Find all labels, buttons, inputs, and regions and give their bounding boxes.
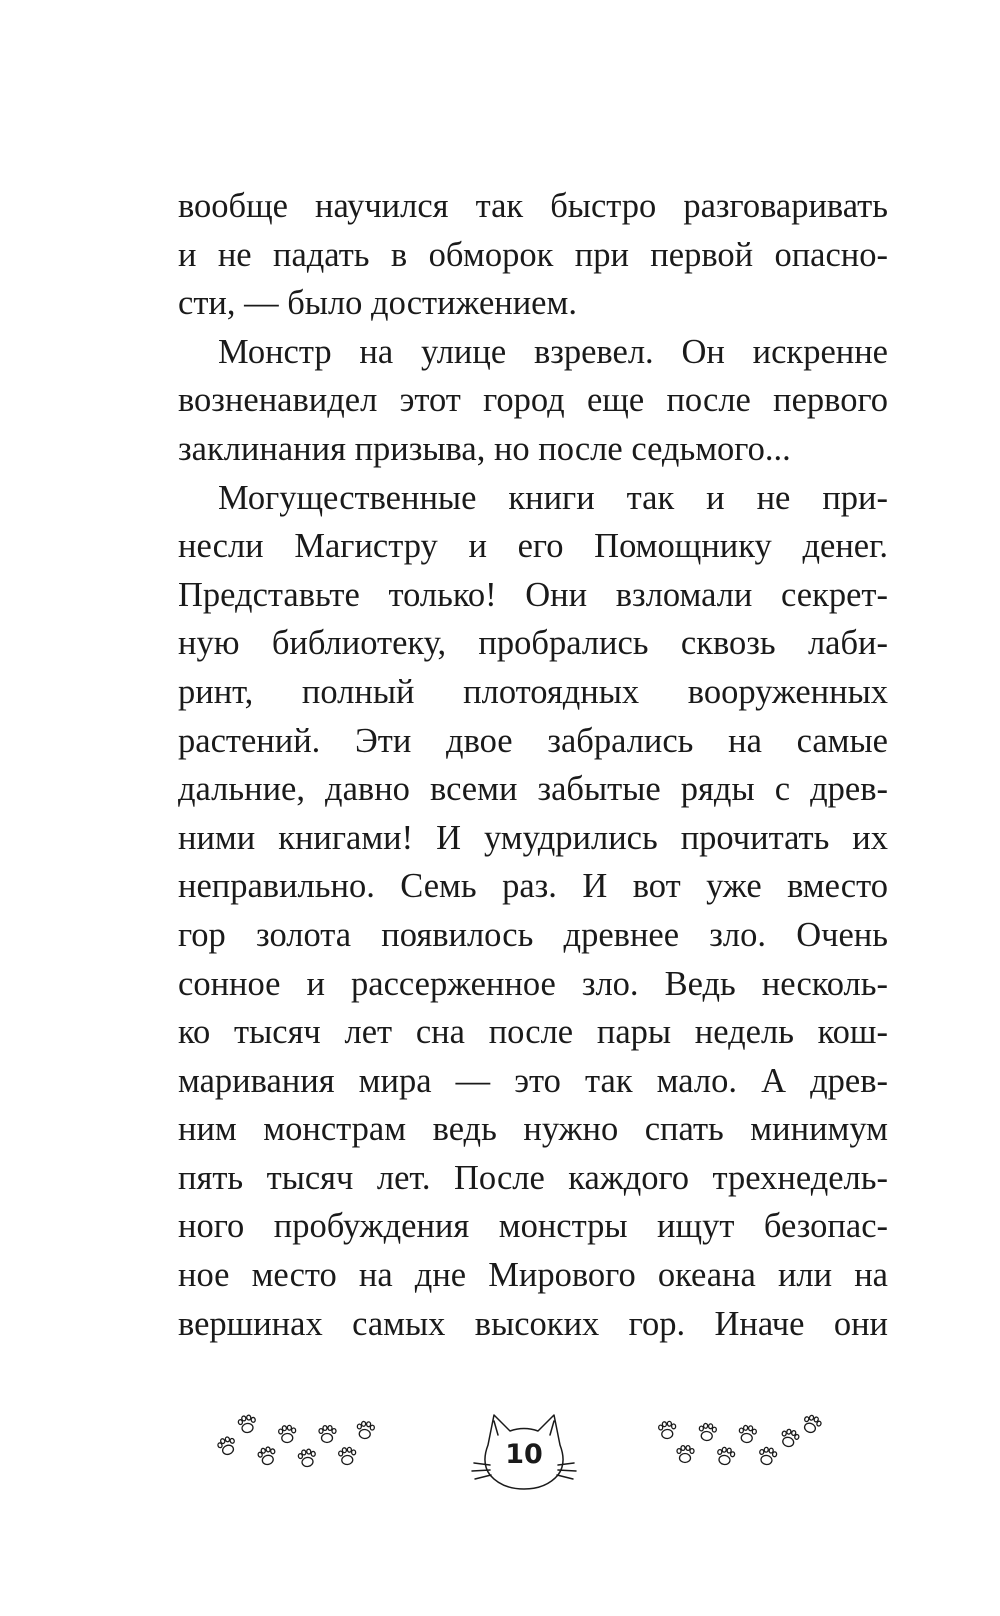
text-line: и не падать в обморок при первой опасно- [178, 235, 888, 274]
text-line: вообще научился так быстро разговаривать [178, 187, 888, 225]
text-line: вершинах самых высоких гор. Иначе они [178, 1304, 888, 1343]
text-line: ную библиотеку, пробрались сквозь лаби- [178, 624, 888, 663]
text-line: возненавидел этот город еще после первого [178, 381, 888, 420]
paw-prints-icon [655, 1405, 835, 1475]
text-line: Представьте только! Они взломали секрет- [178, 575, 888, 614]
text-line: ного пробуждения монстры ищут безопас- [178, 1207, 888, 1246]
text-line: Могущественные книги так и не при- [218, 478, 888, 517]
page-number: 10 [505, 1439, 543, 1470]
body-text [178, 182, 888, 1348]
page-footer [0, 1405, 1000, 1515]
text-line: ное место на дне Мирового океана или на [178, 1256, 888, 1295]
text-line: гор золота появилось древнее зло. Очень [178, 915, 888, 954]
text-line: неправильно. Семь раз. И вот уже вместо [178, 867, 888, 906]
text-line: ними книгами! И умудрились прочитать их [178, 818, 888, 857]
text-line: пять тысяч лет. После каждого трехнедель- [178, 1158, 888, 1197]
text-line: Монстр на улице взревел. Он искренне [218, 332, 888, 371]
text-line: дальние, давно всеми забытые ряды с древ- [178, 770, 888, 809]
text-line: сонное и рассерженное зло. Ведь несколь- [178, 964, 888, 1003]
text-line: несли Магистру и его Помощнику денег. [178, 527, 888, 566]
text-line: ним монстрам ведь нужно спать минимум [178, 1110, 888, 1149]
text-line: сти, — было достижением. [178, 284, 577, 323]
text-line: маривания мира — это так мало. А древ- [178, 1061, 888, 1100]
text-line: заклинания призыва, но после седьмого... [178, 429, 791, 468]
text-line: растений. Эти двое забрались на самые [178, 721, 888, 760]
paw-prints-icon [215, 1405, 395, 1475]
text-line: ринт, полный плотоядных вооруженных [178, 672, 888, 711]
text-line: ко тысяч лет сна после пары недель кош- [178, 1013, 888, 1052]
